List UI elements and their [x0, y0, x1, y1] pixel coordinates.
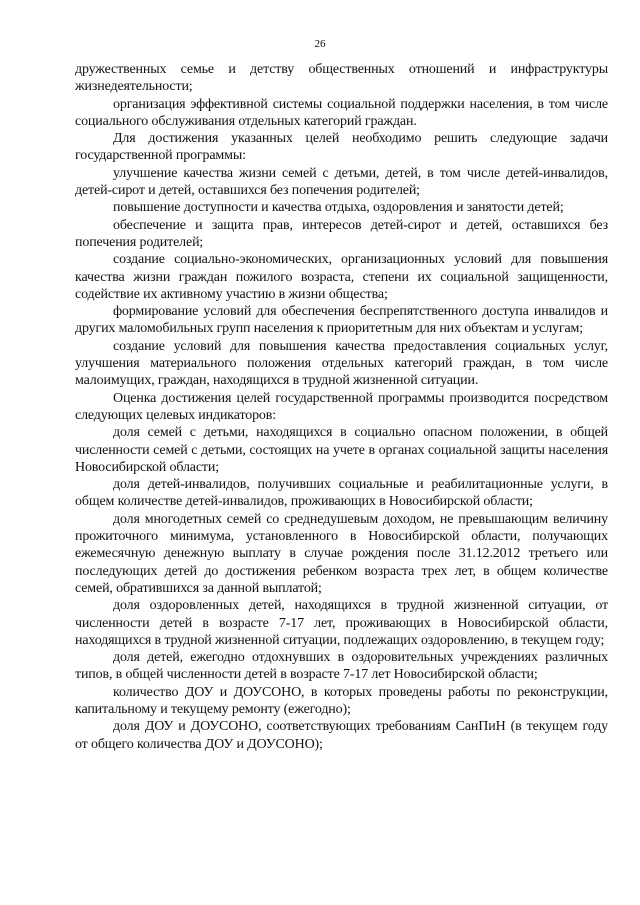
task-item: создание условий для повышения качества предоставления социальных услуг, улучшения материального положения отдельных категорий граждан, в том числе малоимущих, граждан, находящихся в трудной жизненной ситуации. — [75, 338, 608, 389]
paragraph: организация эффективной системы социальной поддержки населения, в том числе социального обслуживания отдельных категорий граждан. — [75, 96, 608, 129]
indicator-item: количество ДОУ и ДОУСОНО, в которых проведены работы по реконструкции, капитальному и текущему ремонту (ежегодно); — [75, 684, 608, 717]
indicator-item: доля многодетных семей со среднедушевым доходом, не превышающим величину прожиточного минимума, установленного в Новосибирской области, получающих ежемесячную денежную выплату в случае рождения после 31.12.2012 третьего или последующих детей до достижения ребенком возраста трех лет, в общем количестве семей, обратившихся за данной выплатой; — [75, 511, 608, 596]
indicator-item: доля оздоровленных детей, находящихся в трудной жизненной ситуации, от численности детей в возрасте 7-17 лет, проживающих в Новосибирской области, находящихся в трудной жизненной ситуации, подлежащих оздоровлению, в текущем году; — [75, 598, 608, 648]
task-item: повышение доступности и качества отдыха, оздоровления и занятости детей; — [113, 200, 564, 216]
paragraph: Оценка достижения целей государственной программы производится посредством следующих целевых индикаторов: — [75, 390, 608, 423]
page-number: 26 — [314, 38, 326, 50]
paragraph: дружественных семье и детству общественных отношений и инфраструктуры жизнедеятельности; — [75, 62, 608, 95]
indicator-item: доля семей с детьми, находящихся в социально опасном положении, в общей численности семей с детьми, состоящих на учете в органах социальной защиты населения Новосибирской области; — [75, 425, 608, 475]
task-item: создание социально-экономических, организационных условий для повышения качества жизни граждан пожилого возраста, степени их социальной защищенности, содействие их активному участию в жизни общества; — [75, 252, 608, 302]
indicator-item: доля детей, ежегодно отдохнувших в оздоровительных учреждениях различных типов, в общей численности детей в возрасте 7-17 лет Новосибирской области; — [75, 650, 608, 683]
task-item: улучшение качества жизни семей с детьми, детей, в том числе детей-инвалидов, детей-сирот и детей, оставшихся без попечения родителей; — [75, 165, 608, 199]
document-body — [75, 61, 608, 753]
indicator-item: доля ДОУ и ДОУСОНО, соответствующих требованиям СанПиН (в текущем году от общего количества ДОУ и ДОУСОНО); — [75, 719, 608, 752]
indicator-item: доля детей-инвалидов, получивших социальные и реабилитационные услуги, в общем количестве детей-инвалидов, проживающих в Новосибирской области; — [75, 477, 608, 510]
task-item: обеспечение и защита прав, интересов детей-сирот и детей, оставшихся без попечения родителей; — [75, 217, 608, 250]
paragraph: Для достижения указанных целей необходимо решить следующие задачи государственной программы: — [75, 131, 608, 164]
task-item: формирование условий для обеспечения беспрепятственного доступа инвалидов и других маломобильных групп населения к приоритетным для них объектам и услугам; — [75, 304, 608, 337]
